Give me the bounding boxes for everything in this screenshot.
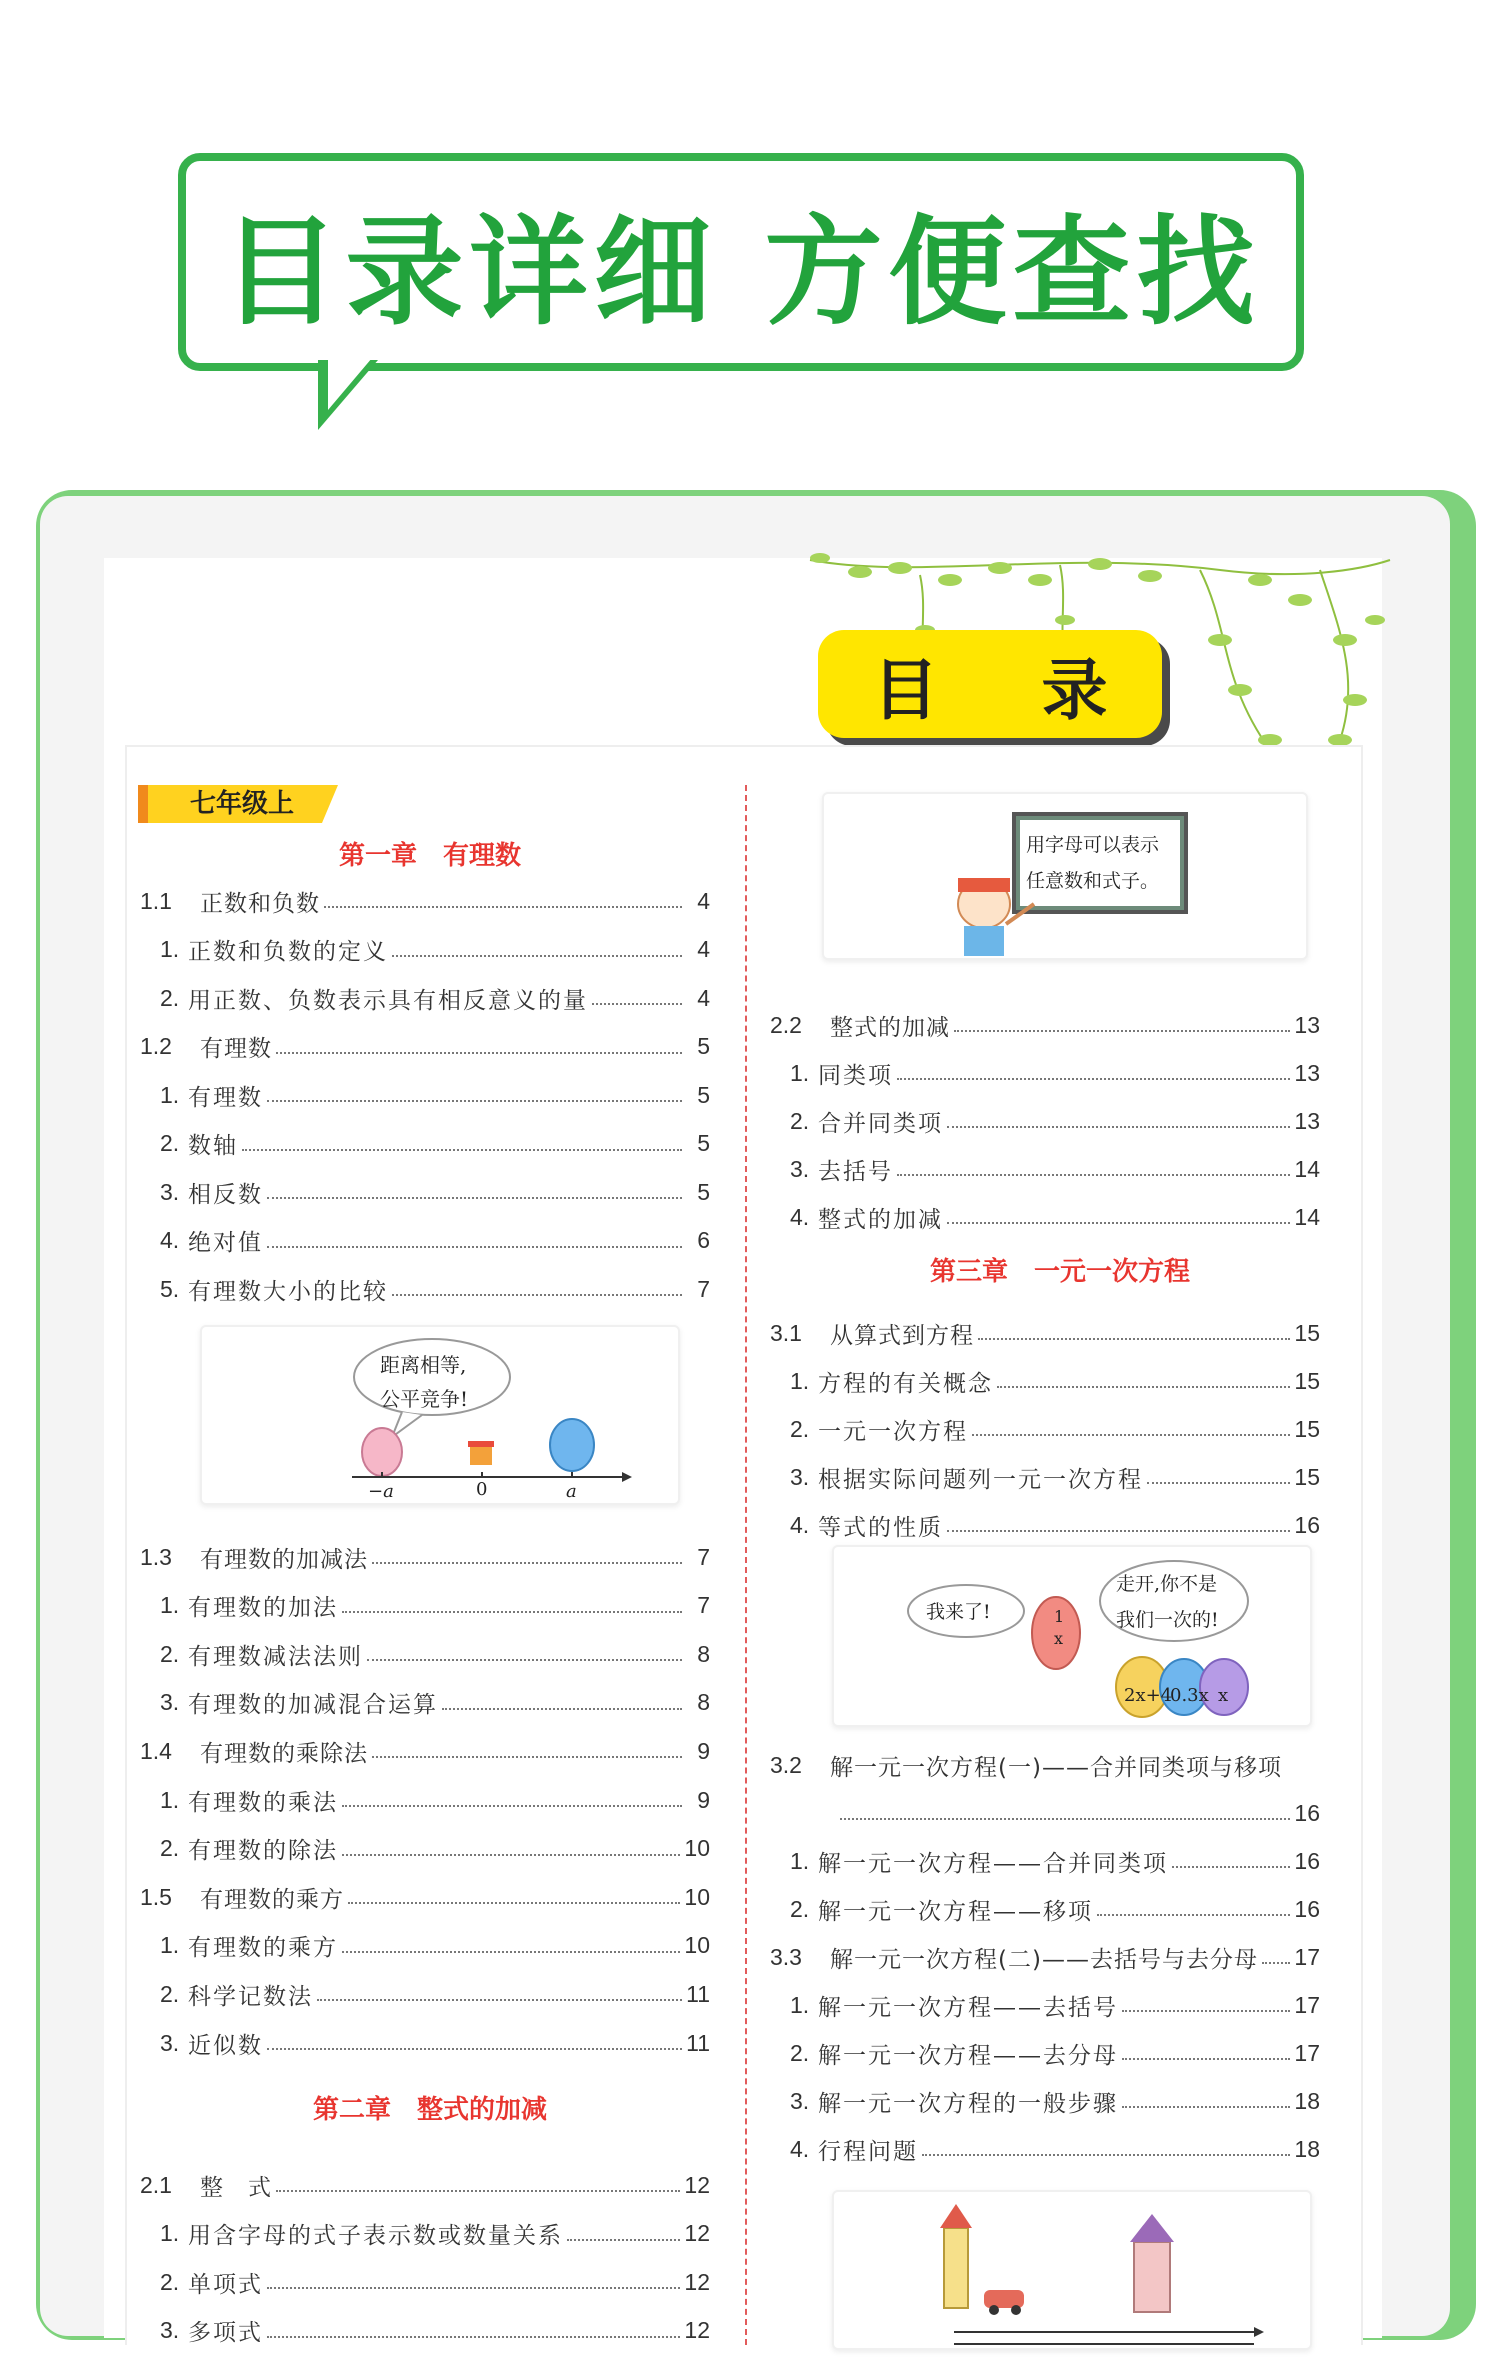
speech-right-line-2: 我们一次的!: [1116, 1609, 1219, 1631]
leader-dots: [276, 2190, 680, 2192]
toc-row-number: 3.: [160, 1178, 180, 1205]
toc-row[interactable]: [790, 2083, 1320, 2119]
toc-row[interactable]: [160, 1223, 710, 1259]
toc-row-number: 2.: [790, 1895, 810, 1922]
toc-row[interactable]: [160, 2025, 710, 2061]
toc-row-page: 12: [684, 2171, 710, 2198]
toc-row-page: 17: [1294, 1991, 1320, 2018]
toc-row[interactable]: [160, 1976, 710, 2012]
illustration-equations: [832, 1545, 1312, 1727]
toc-row[interactable]: [790, 1151, 1320, 1187]
toc-row[interactable]: [790, 2035, 1320, 2071]
toc-row-page: 17: [1294, 2039, 1320, 2066]
leader-dots: [1122, 2106, 1290, 2108]
toc-row[interactable]: [160, 2313, 710, 2349]
toc-row-label: 相反数: [188, 1181, 263, 1208]
toc-row-label: 有理数减法法则: [188, 1643, 363, 1670]
toc-row-number: 2.: [160, 984, 180, 1011]
leader-dots: [242, 1149, 682, 1151]
toc-row-page: 13: [1294, 1059, 1320, 1086]
leader-dots: [392, 1294, 682, 1296]
toc-row[interactable]: [160, 2264, 710, 2300]
toc-row-label: 多项式: [188, 2320, 263, 2346]
toc-row[interactable]: [160, 1174, 710, 1210]
toc-row-page: 10: [684, 1883, 710, 1910]
toc-row-number: 4.: [790, 2135, 810, 2162]
leader-dots: [267, 1100, 682, 1102]
expression-label-b: 0.3x: [1170, 1685, 1209, 1706]
toc-row-label: 整式的加减: [818, 1206, 943, 1233]
toc-row-label: 单项式: [188, 2271, 263, 2298]
toc-row[interactable]: [140, 1733, 710, 1769]
toc-row-number: 3.: [790, 1463, 810, 1490]
toc-row[interactable]: [770, 1939, 1320, 1975]
toc-row[interactable]: [790, 1411, 1320, 1447]
leader-dots: [1147, 1482, 1290, 1484]
grade-label: 七年级上: [190, 789, 295, 819]
toc-row-label: 解一元一次方程的一般步骤: [818, 2090, 1118, 2117]
leader-dots: [840, 1818, 1290, 1820]
toc-row[interactable]: [790, 1103, 1320, 1139]
leader-dots: [372, 1756, 682, 1758]
leader-dots: [267, 2287, 680, 2289]
leader-dots: [267, 1246, 682, 1248]
illustration-travel: [832, 2190, 1312, 2350]
toc-title: 目 录: [818, 630, 1162, 738]
toc-row-label: 有理数的乘方: [188, 1935, 338, 1962]
leader-dots: [1122, 2010, 1290, 2012]
toc-row-number: 1.2: [140, 1033, 172, 1059]
toc-row-number: 2.: [160, 2268, 180, 2295]
toc-row-number: 3.3: [770, 1943, 802, 1970]
leader-dots: [372, 1562, 682, 1564]
leader-dots: [342, 1805, 682, 1807]
toc-row[interactable]: [160, 1636, 710, 1672]
toc-row-page: 9: [697, 1786, 710, 1813]
toc-row-page: 12: [684, 2317, 710, 2343]
toc-row-label: 有理数大小的比较: [188, 1278, 388, 1305]
toc-row-number: 1.4: [140, 1737, 172, 1764]
toc-row-number: 1.: [160, 1932, 180, 1959]
leader-dots: [392, 955, 682, 957]
toc-row-number: 1.: [790, 1059, 810, 1086]
toc-row-label: 有理数的乘法: [188, 1789, 338, 1816]
toc-row-label: 近似数: [188, 2032, 263, 2059]
toc-row-label: 等式的性质: [818, 1514, 943, 1541]
toc-row-number: 2.: [160, 1640, 180, 1667]
expression-label: 2x+4: [1124, 1685, 1173, 1706]
toc-row-number: 3.1: [770, 1319, 802, 1346]
toc-row[interactable]: [140, 2167, 710, 2203]
toc-row-continuation[interactable]: [836, 1795, 1320, 1831]
speech-left: 我来了!: [926, 1601, 991, 1623]
toc-row-page: 5: [697, 1081, 710, 1108]
toc-row-label: 正数和负数的定义: [188, 939, 388, 965]
toc-row-page: 5: [697, 1130, 710, 1156]
leader-dots: [947, 1222, 1290, 1224]
leader-dots: [348, 1902, 680, 1904]
toc-row-page: 16: [1294, 1799, 1320, 1826]
leader-dots: [1097, 1914, 1290, 1916]
toc-row-label: 解一元一次方程——去括号: [818, 1994, 1118, 2021]
travel-graphic: [834, 2192, 1314, 2352]
leader-dots: [922, 2154, 1290, 2156]
toc-row-page: 7: [697, 1592, 710, 1619]
toc-row-label: 解一元一次方程——移项: [818, 1898, 1093, 1925]
toc-row[interactable]: [160, 1831, 710, 1867]
leader-dots: [947, 1126, 1290, 1128]
toc-row[interactable]: [160, 932, 710, 968]
toc-row-page: 4: [697, 887, 710, 914]
leader-dots: [342, 1951, 680, 1953]
leader-dots: [1262, 1962, 1290, 1964]
illustration-number-line: [200, 1325, 680, 1505]
toc-row-label: 从算式到方程: [830, 1322, 974, 1349]
toc-row-page: 12: [684, 2268, 710, 2295]
chapter-heading: 第三章 一元一次方程: [929, 1257, 1190, 1287]
toc-row-number: 4.: [790, 1203, 810, 1230]
toc-row-page: 10: [684, 1932, 710, 1959]
toc-row-page: 15: [1294, 1367, 1320, 1394]
toc-row[interactable]: [160, 1685, 710, 1721]
toc-row-label: 科学记数法: [188, 1983, 313, 2010]
axis-label-neg: −a: [368, 1481, 394, 1502]
fraction-top: 1: [1054, 1607, 1065, 1626]
board-line-1: 用字母可以表示: [1026, 834, 1160, 856]
toc-row-page: 12: [684, 2220, 710, 2246]
leader-dots: [267, 1197, 682, 1199]
leader-dots: [342, 1854, 680, 1856]
toc-row-number: 2.: [160, 1835, 180, 1862]
toc-row[interactable]: [160, 1126, 710, 1162]
toc-row-number: 1.: [160, 1081, 180, 1108]
toc-row-number: 1.1: [140, 887, 172, 914]
toc-row[interactable]: [790, 1363, 1320, 1399]
toc-row[interactable]: [770, 1747, 1320, 1783]
leader-dots: [997, 1386, 1290, 1388]
leader-dots: [317, 1999, 682, 2001]
illustration-blackboard: [822, 792, 1308, 960]
toc-row[interactable]: [790, 2131, 1320, 2167]
toc-row-label: 去括号: [818, 1158, 893, 1185]
toc-row-number: 3.: [160, 2317, 180, 2343]
toc-row-page: 16: [1294, 1895, 1320, 1922]
toc-row-number: 3.: [790, 1155, 810, 1182]
leader-dots: [592, 1003, 682, 1005]
toc-row-page: 5: [697, 1033, 710, 1059]
leader-dots: [972, 1434, 1290, 1436]
toc-row-label: 有理数的除法: [188, 1838, 338, 1865]
toc-row-label: 绝对值: [188, 1230, 263, 1256]
toc-row[interactable]: [790, 1987, 1320, 2023]
toc-row-label: 同类项: [818, 1062, 893, 1089]
leader-dots: [947, 1530, 1290, 1532]
toc-row-page: 18: [1294, 2087, 1320, 2114]
toc-row-number: 2.: [790, 2039, 810, 2066]
leader-dots: [267, 2048, 682, 2050]
toc-row-label: 有理数的加法: [188, 1595, 338, 1622]
toc-row-label: 有理数的加减混合运算: [188, 1692, 438, 1719]
toc-row-number: 1.: [790, 1367, 810, 1394]
chapter-heading: 第一章 有理数: [338, 841, 521, 871]
toc-row[interactable]: [790, 1459, 1320, 1495]
toc-row-label: 有理数的乘方: [200, 1886, 344, 1913]
toc-row-page: 16: [1294, 1847, 1320, 1874]
toc-row-number: 1.: [160, 1786, 180, 1813]
toc-row-number: 2.1: [140, 2171, 172, 2198]
leader-dots: [1172, 1866, 1290, 1868]
toc-row-page: 7: [697, 1543, 710, 1570]
toc-row-number: 3.2: [770, 1751, 802, 1778]
toc-row-page: 8: [697, 1640, 710, 1667]
toc-row-page: 15: [1294, 1319, 1320, 1346]
toc-row[interactable]: [140, 1539, 710, 1575]
toc-row-page: 5: [697, 1178, 710, 1205]
toc-row-number: 1.3: [140, 1543, 172, 1570]
axis-label-pos: a: [566, 1481, 577, 1502]
toc-row[interactable]: [160, 1928, 710, 1964]
toc-row[interactable]: [140, 883, 710, 919]
fraction-bottom: x: [1054, 1629, 1064, 1648]
toc-row-page: 9: [697, 1737, 710, 1764]
toc-row-label: 用含字母的式子表示数或数量关系: [188, 2223, 563, 2249]
toc-row-label: 有理数的乘除法: [200, 1740, 368, 1767]
speech-line-2: 公平竞争!: [380, 1387, 469, 1411]
toc-row-label: 解一元一次方程——去分母: [818, 2042, 1118, 2069]
toc-row-number: 2.: [160, 1130, 180, 1156]
toc-row-number: 1.: [160, 2220, 180, 2246]
toc-row-page: 14: [1294, 1203, 1320, 1230]
toc-row-number: 1.: [790, 1847, 810, 1874]
toc-row-label: 用正数、负数表示具有相反意义的量: [188, 987, 588, 1014]
axis-label-zero: 0: [476, 1479, 488, 1500]
toc-row-label: 数轴: [188, 1133, 238, 1159]
column-divider: [745, 785, 747, 2345]
leader-dots: [897, 1078, 1290, 1080]
toc-row-label: 正数和负数: [200, 890, 320, 917]
toc-row[interactable]: [140, 1029, 710, 1065]
speech-right-line-1: 走开,你不是: [1116, 1573, 1218, 1595]
toc-row-page: 10: [684, 1835, 710, 1862]
toc-row-label: 解一元一次方程(二)——去括号与去分母: [830, 1946, 1258, 1973]
toc-row-number: 3.: [790, 2087, 810, 2114]
leader-dots: [267, 2336, 680, 2338]
toc-row-label: 解一元一次方程(一)——合并同类项与移项: [830, 1754, 1282, 1781]
toc-row-page: 14: [1294, 1155, 1320, 1182]
leader-dots: [276, 1052, 682, 1054]
toc-row-label: 一元一次方程: [818, 1418, 968, 1445]
toc-row-page: 13: [1294, 1011, 1320, 1038]
toc-row-page: 8: [697, 1689, 710, 1716]
toc-row[interactable]: [160, 1077, 710, 1113]
leader-dots: [1122, 2058, 1290, 2060]
leader-dots: [367, 1659, 682, 1661]
leader-dots: [342, 1611, 682, 1613]
toc-row-number: 4.: [160, 1227, 180, 1253]
leader-dots: [897, 1174, 1290, 1176]
chapter-heading: 第二章 整式的加减: [312, 2095, 547, 2125]
toc-row-label: 方程的有关概念: [818, 1370, 993, 1397]
toc-row-page: 16: [1294, 1511, 1320, 1538]
toc-row-page: 4: [697, 984, 710, 1011]
toc-row[interactable]: [160, 1588, 710, 1624]
toc-row-number: 4.: [790, 1511, 810, 1538]
toc-row-page: 11: [686, 2029, 710, 2056]
headline-text: 目录详细 方便查找: [221, 203, 1261, 341]
toc-row-label: 整 式: [200, 2174, 272, 2201]
toc-row-number: 1.: [790, 1991, 810, 2018]
toc-row-number: 1.: [160, 1592, 180, 1619]
toc-row-number: 3.: [160, 1689, 180, 1716]
toc-row-number: 2.: [160, 1980, 180, 2007]
toc-row-label: 行程问题: [818, 2138, 918, 2165]
leader-dots: [567, 2239, 680, 2241]
leader-dots: [978, 1338, 1290, 1340]
toc-row-page: 17: [1294, 1943, 1320, 1970]
toc-row-page: 4: [697, 936, 710, 962]
speech-line-1: 距离相等,: [380, 1353, 467, 1377]
board-line-2: 任意数和式子。: [1026, 870, 1160, 892]
leader-dots: [324, 906, 682, 908]
toc-row[interactable]: [160, 1782, 710, 1818]
equations-graphic: [834, 1547, 1314, 1729]
toc-row-label: 根据实际问题列一元一次方程: [818, 1466, 1143, 1493]
toc-row-page: 13: [1294, 1107, 1320, 1134]
toc-row-label: 有理数的加减法: [200, 1546, 368, 1573]
toc-row[interactable]: [770, 1315, 1320, 1351]
toc-row[interactable]: [790, 1055, 1320, 1091]
toc-row-page: 15: [1294, 1415, 1320, 1442]
toc-row[interactable]: [790, 1507, 1320, 1543]
toc-row-label: 合并同类项: [818, 1110, 943, 1137]
toc-row[interactable]: [790, 1199, 1320, 1235]
toc-row-number: 2.2: [770, 1011, 802, 1038]
toc-row[interactable]: [160, 1271, 710, 1307]
toc-row-page: 18: [1294, 2135, 1320, 2162]
toc-row-number: 3.: [160, 2029, 180, 2056]
toc-row-label: 有理数: [188, 1084, 263, 1111]
toc-row[interactable]: [790, 1843, 1320, 1879]
toc-row-number: 5.: [160, 1275, 180, 1302]
toc-row[interactable]: [770, 1007, 1320, 1043]
toc-row[interactable]: [140, 1879, 710, 1915]
toc-row-label: 整式的加减: [830, 1014, 950, 1041]
leader-dots: [954, 1030, 1290, 1032]
toc-row[interactable]: [160, 2216, 710, 2252]
toc-row-label: 解一元一次方程——合并同类项: [818, 1850, 1168, 1877]
toc-row[interactable]: [790, 1891, 1320, 1927]
toc-row-number: 1.5: [140, 1883, 172, 1910]
toc-row-number: 1.: [160, 936, 180, 962]
toc-row-number: 2.: [790, 1415, 810, 1442]
variable-label: x: [1218, 1685, 1229, 1706]
toc-row-page: 11: [686, 1980, 710, 2007]
leader-dots: [442, 1708, 682, 1710]
toc-row[interactable]: [160, 980, 710, 1016]
toc-row-page: 15: [1294, 1463, 1320, 1490]
toc-row-page: 6: [697, 1227, 710, 1253]
toc-row-label: 有理数: [200, 1036, 272, 1062]
toc-row-number: 2.: [790, 1107, 810, 1134]
toc-row-page: 7: [697, 1275, 710, 1302]
